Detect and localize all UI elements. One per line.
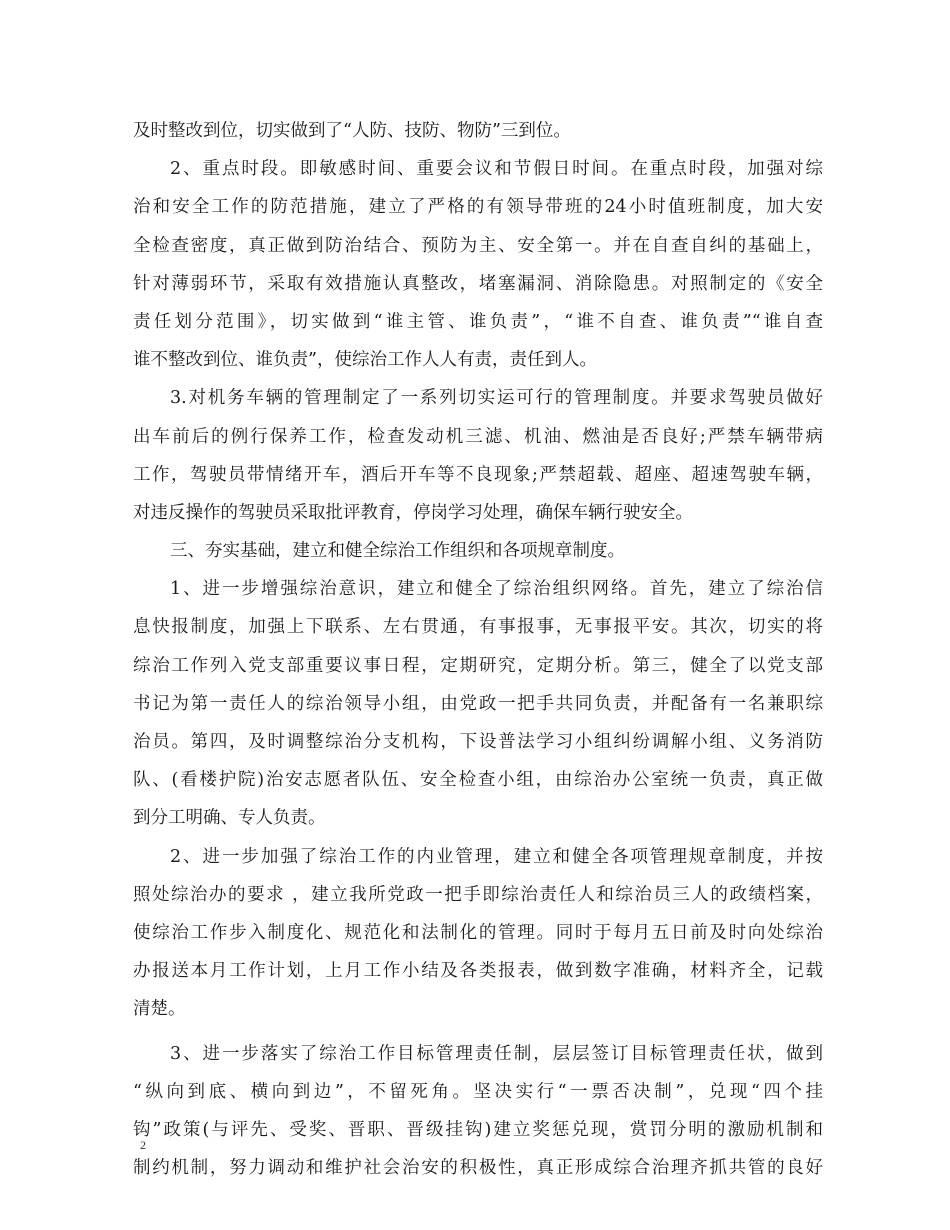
text-line: 办报送本月工作计划，上月工作小结及各类报表，做到数字准确，材料齐全，记载 xyxy=(133,961,823,982)
text-line: 3、进一步落实了综治工作目标管理责任制，层层签订目标管理责任状，做到 xyxy=(170,1043,823,1064)
text-line: 工作，驾驶员带情绪开车，酒后开车等不良现象;严禁超载、超座、超速驾驶车辆， xyxy=(133,464,823,485)
text-line: 及时整改到位，切实做到了“人防、技防、物防”三到位。 xyxy=(133,121,571,141)
paragraph xyxy=(133,379,823,532)
text-line: 全检查密度，真正做到防治结合、预防为主、安全第一。并在自查自纠的基础上， xyxy=(133,235,823,256)
text-line: 三、夯实基础，建立和健全综治工作组织和各项规章制度。 xyxy=(170,541,625,562)
text-line: 书记为第一责任人的综治领导小组，由党政一把手共同负责，并配备有一名兼职综 xyxy=(133,693,823,714)
text-line: 1、进一步增强综治意识，建立和健全了综治组织网络。首先，建立了综治信 xyxy=(170,579,823,600)
paragraph xyxy=(133,150,823,379)
text-line: “纵向到底、横向到边”，不留死角。坚决实行“一票否决制”，兑现“四个挂 xyxy=(133,1081,823,1102)
text-line: 息快报制度，加强上下联系、左右贯通，有事报事，无事报平安。其次，切实的将 xyxy=(133,617,823,638)
text-line: 制约机制，努力调动和维护社会治安的积极性，真正形成综合治理齐抓共管的良好 xyxy=(133,1158,823,1179)
text-line: 综治工作列入党支部重要议事日程，定期研究，定期分析。第三，健全了以党支部 xyxy=(133,655,823,676)
text-line: 使综治工作步入制度化、规范化和法制化的管理。同时于每月五日前及时向处综治 xyxy=(133,922,823,943)
text-line: 责任划分范围》，切实做到“谁主管、谁负责”，“谁不自查、谁负责”“谁自查 xyxy=(133,311,823,332)
text-line: 清楚。 xyxy=(133,999,186,1020)
text-line: 钩”政策(与评先、受奖、晋职、晋级挂钩)建立奖惩兑现，赏罚分明的激励机制和 xyxy=(133,1119,823,1140)
paragraph xyxy=(133,838,823,1029)
text-line: 3.对机务车辆的管理制定了一系列切实运可行的管理制度。并要求驾驶员做好 xyxy=(170,388,823,409)
text-line: 到分工明确、专人负责。 xyxy=(133,808,326,829)
text-line: 2、重点时段。即敏感时间、重要会议和节假日时间。在重点时段，加强对综 xyxy=(170,159,823,180)
document-body xyxy=(133,112,823,1187)
text-line: 治员。第四，及时调整综治分支机构，下设普法学习小组纠纷调解小组、义务消防 xyxy=(133,732,823,752)
text-line: 队、(看楼护院)治安志愿者队伍、安全检查小组，由综治办公室统一负责，真正做 xyxy=(133,770,823,791)
paragraph xyxy=(133,532,823,570)
paragraph xyxy=(133,570,823,837)
text-line: 2、进一步加强了综治工作的内业管理，建立和健全各项管理规章制度，并按 xyxy=(170,846,823,867)
text-line: 针对薄弱环节，采取有效措施认真整改，堵塞漏洞、消除隐患。对照制定的《安全 xyxy=(133,273,823,294)
paragraph xyxy=(133,112,823,150)
text-line: 谁不整改到位、谁负责”，使综治工作人人有责，责任到人。 xyxy=(133,350,597,371)
text-line: 治和安全工作的防范措施，建立了严格的有领导带班的24小时值班制度，加大安 xyxy=(133,197,823,218)
page-number: 2 xyxy=(140,1138,146,1152)
text-line: 出车前后的例行保养工作，检查发动机三滤、机油、燃油是否良好;严禁车辆带病 xyxy=(133,426,823,447)
text-line: 对违反操作的驾驶员采取批评教育，停岗学习处理，确保车辆行驶安全。 xyxy=(133,502,693,523)
paragraph xyxy=(133,1035,823,1188)
text-line: 照处综治办的要求 ，建立我所党政一把手即综治责任人和综治员三人的政绩档案， xyxy=(133,884,823,905)
